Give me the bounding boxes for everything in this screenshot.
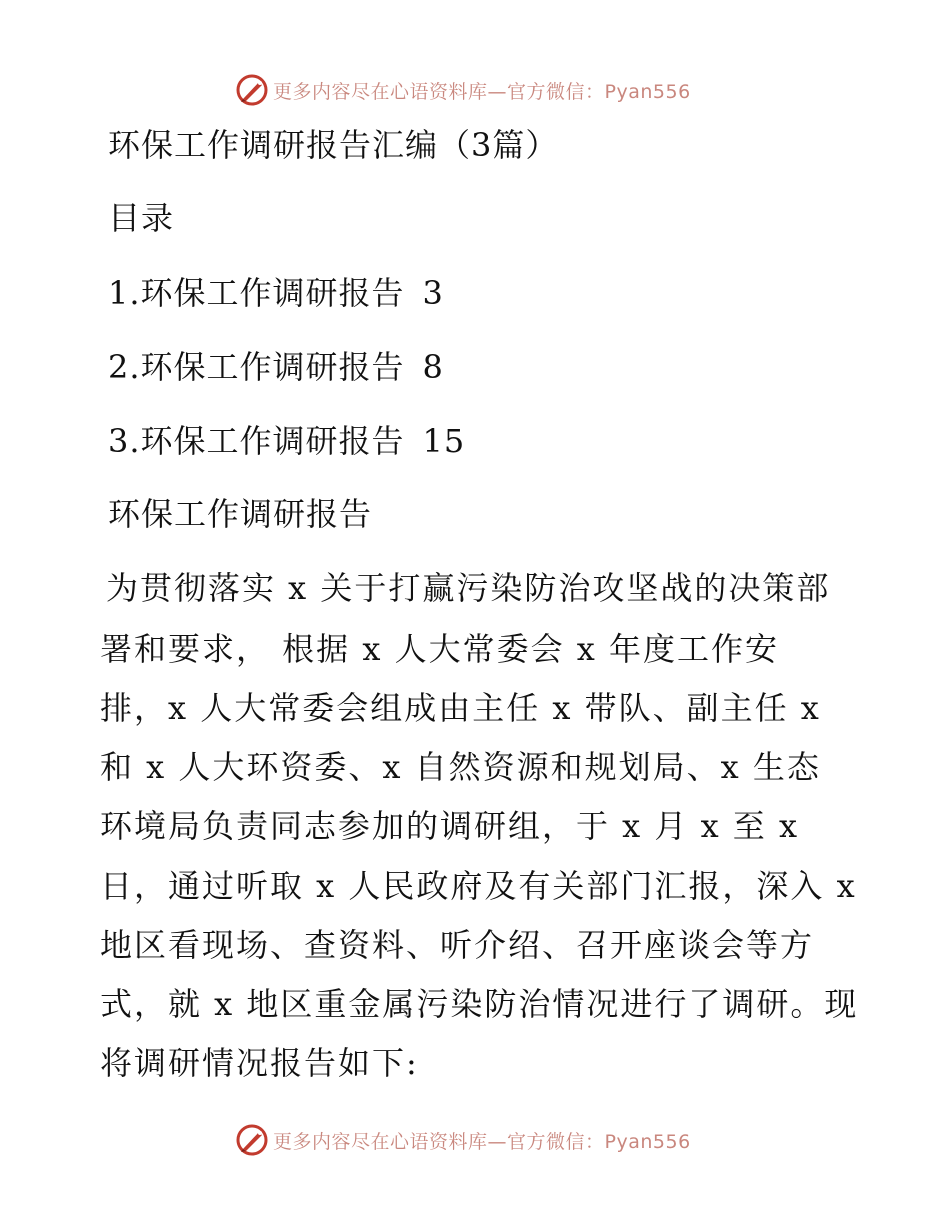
paragraph-line: 排，x 人大常委会组成由主任 x 带队、副主任 x [100,689,821,727]
paragraph-line: 署和要求， 根据 x 人大常委会 x 年度工作安 [100,630,779,668]
toc-item[interactable] [108,421,465,461]
toc-item-label: 3.环保工作调研报告 [108,422,405,460]
toc-item-label: 1.环保工作调研报告 [108,274,405,312]
watermark-banner-top [235,72,691,108]
paragraph-line: 环境局负责同志参加的调研组，于 x 月 x 至 x [100,807,800,845]
paragraph-line: 地区看现场、查资料、听介绍、召开座谈会等方 [100,926,815,964]
pen-logo-icon [235,1123,269,1157]
toc-heading: 目录 [108,199,175,237]
toc-item-page: 15 [422,422,466,460]
toc-item-page: 3 [422,274,444,312]
document-title: 环保工作调研报告汇编（3篇） [108,126,559,164]
paragraph-line: 将调研情况报告如下: [100,1044,419,1082]
watermark-text: 更多内容尽在心语资料库—官方微信：Pyan556 [273,80,691,103]
toc-item-label: 2.环保工作调研报告 [108,348,405,386]
toc-item[interactable] [108,347,444,387]
section-title: 环保工作调研报告 [108,495,373,533]
paragraph-line: 式，就 x 地区重金属污染防治情况进行了调研。现 [100,985,859,1023]
paragraph-line: 为贯彻落实 x 关于打赢污染防治攻坚战的决策部 [106,569,831,607]
paragraph-line: 和 x 人大环资委、x 自然资源和规划局、x 生态 [100,748,821,786]
pen-logo-icon [235,73,269,107]
paragraph-line: 日，通过听取 x 人民政府及有关部门汇报，深入 x [100,867,857,905]
toc-item[interactable] [108,273,444,313]
watermark-banner-bottom [235,1122,691,1158]
watermark-text: 更多内容尽在心语资料库—官方微信：Pyan556 [273,1130,691,1153]
toc-item-page: 8 [422,348,444,386]
